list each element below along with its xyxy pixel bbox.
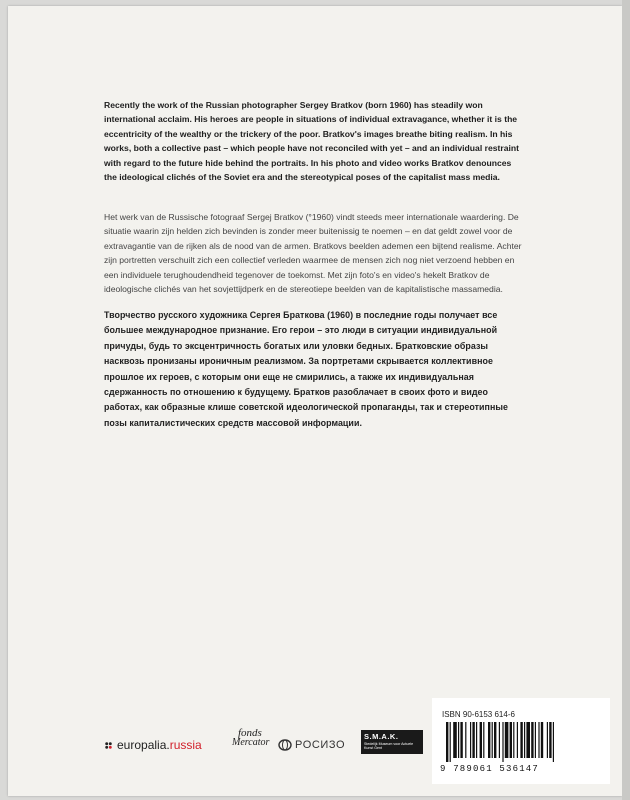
barcode-bar bbox=[553, 722, 554, 762]
barcode-bar bbox=[480, 722, 482, 758]
rosizo-text: РОСИЗО bbox=[295, 739, 346, 751]
europalia-mark-icon bbox=[104, 741, 113, 750]
barcode-number: 9 789061 536147 bbox=[440, 764, 540, 774]
page-edge bbox=[622, 0, 630, 800]
barcode-bar bbox=[494, 722, 496, 758]
barcode-bar bbox=[488, 722, 490, 758]
barcode-bar bbox=[476, 722, 477, 758]
barcode-bar bbox=[483, 722, 484, 758]
barcode-bar bbox=[541, 722, 543, 758]
smak-subtext: Stedelijk Museum voor Actuele Kunst Gent bbox=[364, 742, 414, 750]
barcode-bar bbox=[458, 722, 459, 758]
barcode-bar bbox=[470, 722, 471, 758]
dutch-description: Het werk van de Russische fotograaf Sergej Bratkov (°1960) vindt steeds meer internationale waardering. De situatie waarin zijn helden zich bevinden is zonder meer buitenissig te noemen – en dat geldt zowel voor de extravagantie van de rijken als de nood van de armen. Bratkovs beelden ademen een bijtend realisme. Achter zijn portretten verschuilt zich een collectief verleden waarmee de mensen zich nog niet verzoend hebben en een individuele terughoudendheid tegenover de toekomst. Met zijn foto's en video's hekelt Bratkov de ideologische clichés van het sovjettijdperk en de stereotiepe beelden van de kapitalistische massamedia. bbox=[104, 212, 522, 295]
barcode-bar bbox=[517, 722, 518, 758]
fonds-text: fonds bbox=[238, 727, 262, 739]
barcode-bar bbox=[465, 722, 466, 758]
barcode-bar bbox=[535, 722, 536, 758]
barcode-bar bbox=[526, 722, 530, 758]
english-description: Recently the work of the Russian photographer Sergey Bratkov (born 1960) has steadily won international acclaim. His heroes are people in situations of individual extravagance, whether it is the eccentricity of the wealthy or the trickery of the poor. Bratkov's images breathe biting realism. In his works, both a collective past – which people have not reconciled with yet – and an individual restraint with regard to the future hide behind the portraits. In his photo and video works Bratkov denounces the ideological clichés of the Soviet era and the stereotypical poses of the capitalist mass media. bbox=[104, 100, 519, 183]
barcode-bar bbox=[505, 722, 509, 758]
rosizo-logo bbox=[278, 739, 345, 751]
barcode-bar bbox=[510, 722, 512, 758]
europalia-russia-text: russia bbox=[169, 738, 202, 752]
isbn-barcode-box bbox=[432, 698, 610, 784]
russian-description: Творчество русского художника Сергея Браткова (1960) в последние годы получает все большее международное признание. Его герои – это люди в ситуации индивидуальной причуды, будь то эксцентричность богатых или уловки бедных. Братковские образы насквозь пронизаны ироничным реализмом. За портретами скрывается коллективное прошлое их героев, с которым они еще не смирились, а также их индивидуальная сдержанность по отношению к будущему. Братков разоблачает в своих фото и видео работах, как образные клише советской идеологической пропаганды, так и стереотипные позы капиталистических средств массовой информации. bbox=[104, 310, 508, 428]
barcode-bar bbox=[453, 722, 457, 758]
mercator-text: Mercator bbox=[232, 737, 270, 748]
barcode-bar bbox=[549, 722, 551, 758]
barcode-bar bbox=[450, 722, 451, 762]
barcode-bar bbox=[520, 722, 522, 758]
barcode-bar bbox=[460, 722, 462, 758]
barcode bbox=[446, 722, 596, 762]
rosizo-mark-icon bbox=[278, 739, 292, 751]
europalia-text: europalia. bbox=[117, 738, 170, 752]
europalia-logo bbox=[104, 738, 202, 752]
barcode-bar bbox=[547, 722, 548, 758]
barcode-bar bbox=[524, 722, 525, 758]
barcode-bar bbox=[538, 722, 539, 758]
barcode-bar bbox=[513, 722, 514, 758]
smak-logo bbox=[361, 730, 423, 754]
barcode-bar bbox=[472, 722, 474, 758]
barcode-bar bbox=[502, 722, 503, 762]
barcode-bar bbox=[446, 722, 448, 762]
barcode-bar bbox=[492, 722, 493, 758]
fonds-mercator-logo bbox=[232, 727, 270, 748]
isbn-label: ISBN 90-6153 614-6 bbox=[442, 710, 515, 719]
barcode-bar bbox=[499, 722, 500, 758]
smak-text: S.M.A.K. bbox=[364, 732, 399, 741]
barcode-bar bbox=[531, 722, 533, 758]
